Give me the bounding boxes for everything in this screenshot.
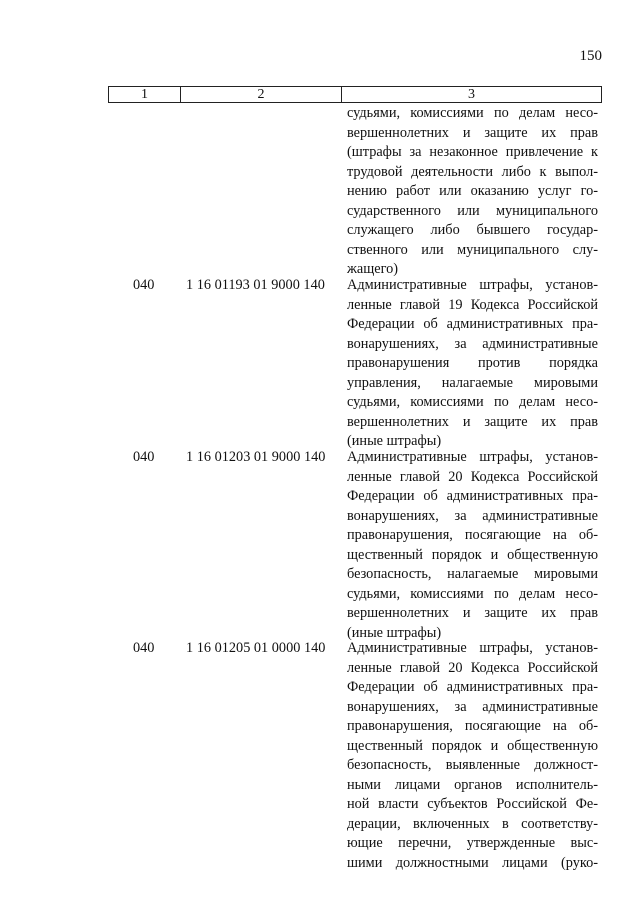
text-line: Административные штрафы, установ- [347, 640, 598, 656]
text-line: (иные штрафы) [347, 624, 442, 641]
text-line: трудовой деятельности либо к выпол- [347, 163, 598, 180]
text-line: (иные штрафы) [347, 433, 442, 449]
text-line: (штрафы за незаконное привлечение к [347, 144, 598, 160]
text-line: Административные штрафы, установ- [347, 449, 598, 465]
text-line: служащего либо бывшего государ- [347, 222, 598, 238]
budget-classification-code: 1 16 01205 01 0000 140 [186, 640, 326, 656]
text-line: правонарушения против порядка [347, 355, 598, 371]
admin-code: 040 [133, 277, 155, 293]
text-line: Административные штрафы, установ- [347, 277, 598, 293]
text-line: ными лицами органов исполнитель- [347, 776, 598, 793]
text-line: Федерации об административных пра- [347, 488, 598, 504]
text-line: ленные главой 20 Кодекса Российской [347, 659, 598, 676]
text-line: безопасность, налагаемые мировыми [347, 566, 598, 582]
text-line: Федерации об административных пра- [347, 679, 598, 695]
text-line: ющие перечни, утвержденные выс- [347, 835, 598, 851]
budget-classification-code: 1 16 01203 01 9000 140 [186, 449, 326, 465]
text-line: дерации, включенных в соответству- [347, 815, 598, 832]
admin-code: 040 [133, 640, 155, 656]
text-line: вонарушениях, за административные [347, 698, 598, 715]
admin-code: 040 [133, 449, 155, 465]
text-line: безопасность, выявленные должност- [347, 757, 598, 773]
text-line: щественный порядок и общественную [347, 737, 598, 754]
text-line: вершеннолетних и защите их прав [347, 413, 598, 430]
text-line: щественный порядок и общественную [347, 546, 598, 563]
text-line: правонарушения, посягающие на об- [347, 718, 598, 734]
table-header [108, 86, 602, 103]
continuation-description [347, 104, 598, 280]
text-line: ной власти субъектов Российской Фе- [347, 796, 598, 812]
text-line: Федерации об административных пра- [347, 316, 598, 332]
text-line: управления, налагаемые мировыми [347, 374, 598, 391]
text-line: ленные главой 19 Кодекса Российской [347, 296, 598, 313]
text-line: вершеннолетних и защите их прав [347, 124, 598, 141]
header-col-1: 1 [109, 87, 181, 103]
text-line: судьями, комиссиями по делам несо- [347, 585, 598, 602]
text-line: судьями, комиссиями по делам несо- [347, 394, 598, 410]
page-number: 150 [579, 48, 602, 64]
text-line: ственного или муниципального слу- [347, 241, 598, 258]
row-description [347, 639, 598, 873]
text-line: шими должностными лицами (руко- [347, 854, 598, 871]
text-line: жащего) [347, 261, 398, 277]
text-line: правонарушения, посягающие на об- [347, 527, 598, 543]
budget-classification-code: 1 16 01193 01 9000 140 [186, 277, 325, 293]
text-line: судьями, комиссиями по делам несо- [347, 105, 598, 121]
header-col-3: 3 [342, 87, 602, 103]
text-line: ленные главой 20 Кодекса Российской [347, 468, 598, 485]
text-line: вонарушениях, за административные [347, 335, 598, 352]
row-description [347, 448, 598, 643]
text-line: нению работ или оказанию услуг го- [347, 183, 598, 199]
row-description [347, 276, 598, 452]
text-line: вонарушениях, за административные [347, 507, 598, 524]
text-line: сударственного или муниципального [347, 202, 598, 219]
text-line: вершеннолетних и защите их прав [347, 605, 598, 621]
header-col-2: 2 [181, 87, 342, 103]
